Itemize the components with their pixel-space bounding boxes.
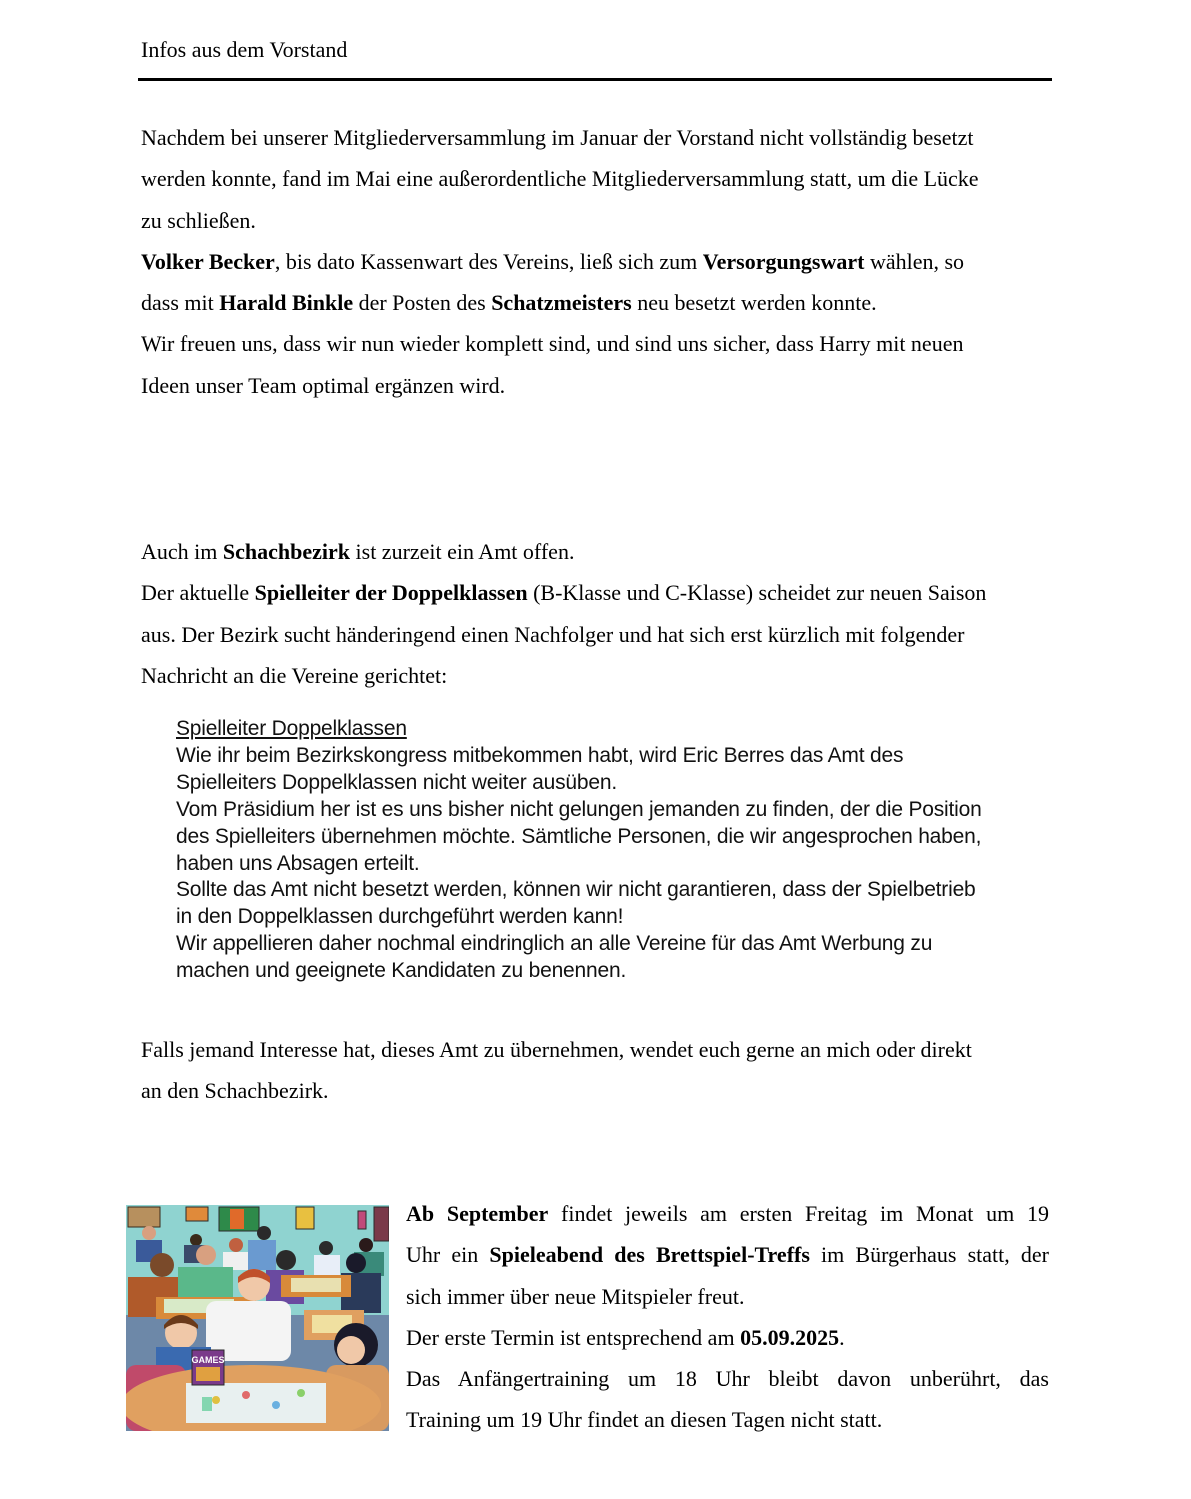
quote-line: Spielleiters Doppelklassen nicht weiter ausüben. (176, 770, 617, 794)
text-line: Training um 19 Uhr findet an diesen Tagen nicht statt. (406, 1407, 883, 1433)
quote-line: des Spielleiters übernehmen möchte. Sämtliche Personen, die wir angesprochen haben, (176, 824, 982, 848)
election-line-1: Volker Becker, bis dato Kassenwart des Vereins, ließ sich zum Versorgungswart wählen, so (141, 248, 965, 274)
quote-line: machen und geeignete Kandidaten zu benennen. (176, 959, 627, 983)
board-news-paragraph (141, 117, 1053, 406)
text-line: an den Schachbezirk. (141, 1078, 329, 1104)
text-line: Der aktuelle Spielleiter der Doppelklassen (B-Klasse und C-Klasse) scheidet zur neuen Saison (141, 580, 987, 606)
page-header-title: Infos aus dem Vorstand (141, 37, 348, 62)
contact-paragraph (141, 1029, 1053, 1112)
text-line: Das Anfängertraining um 18 Uhr bleibt davon unberührt, das (406, 1366, 1049, 1392)
text-line: Nachdem bei unserer Mitgliederversammlung im Januar der Vorstand nicht vollständig besetzt (141, 125, 974, 150)
quote-line: Sollte das Amt nicht besetzt werden, können wir nicht garantieren, dass der Spielbetrieb (176, 878, 976, 902)
text-line: Nachricht an die Vereine gerichtet: (141, 662, 448, 688)
quote-line: in den Doppelklassen durchgeführt werden kann! (176, 905, 624, 929)
text-line: Ideen unser Team optimal ergänzen wird. (141, 372, 506, 398)
election-line-2: dass mit Harald Binkle der Posten des Schatzmeisters neu besetzt werden konnte. (141, 290, 877, 316)
person-name: Volker Becker (141, 248, 275, 274)
quote-line: Wir appellieren daher nochmal eindringlich an alle Vereine für das Amt Werbung zu (176, 932, 933, 956)
role-name: Schatzmeisters (491, 290, 632, 316)
text-line: Falls jemand Interesse hat, dieses Amt zu übernehmen, wendet euch gerne an mich oder direkt (141, 1037, 972, 1062)
board-game-evening-image (126, 1205, 389, 1431)
text-line: Auch im Schachbezirk ist zurzeit ein Amt offen. (141, 539, 575, 564)
text-line: Wir freuen uns, dass wir nun wieder komplett sind, und sind uns sicher, dass Harry mit neuen (141, 331, 964, 357)
quoted-message (176, 716, 1076, 985)
text-line: werden konnte, fand im Mai eine außerordentliche Mitgliederversammlung statt, um die Lücke (141, 166, 979, 192)
text-line: zu schließen. (141, 207, 256, 233)
text-line: Ab September findet jeweils am ersten Freitag im Monat um 19 (406, 1201, 1049, 1226)
quote-line: Wie ihr beim Bezirkskongress mitbekommen habt, wird Eric Berres das Amt des (176, 743, 904, 767)
text-line: aus. Der Bezirk sucht händeringend einen Nachfolger und hat sich erst kürzlich mit folgender (141, 621, 965, 647)
game-box-label: GAMES (191, 1355, 225, 1365)
event-date: 05.09.2025 (740, 1324, 840, 1350)
person-name: Harald Binkle (219, 290, 354, 316)
text-line: Uhr ein Spieleabend des Brettspiel-Treffs im Bürgerhaus statt, der (406, 1242, 1049, 1268)
district-paragraph (141, 531, 1053, 696)
header-rule (138, 78, 1052, 81)
role-name: Versorgungswart (702, 248, 865, 274)
games-evening-paragraph (406, 1193, 1049, 1441)
text-line: sich immer über neue Mitspieler freut. (406, 1283, 745, 1309)
text-line: Der erste Termin ist entsprechend am 05.09.2025. (406, 1324, 845, 1350)
quote-line: haben uns Absagen erteilt. (176, 851, 420, 875)
quote-title: Spielleiter Doppelklassen (176, 717, 407, 740)
quote-line: Vom Präsidium her ist es uns bisher nicht gelungen jemanden zu finden, der die Position (176, 797, 982, 821)
